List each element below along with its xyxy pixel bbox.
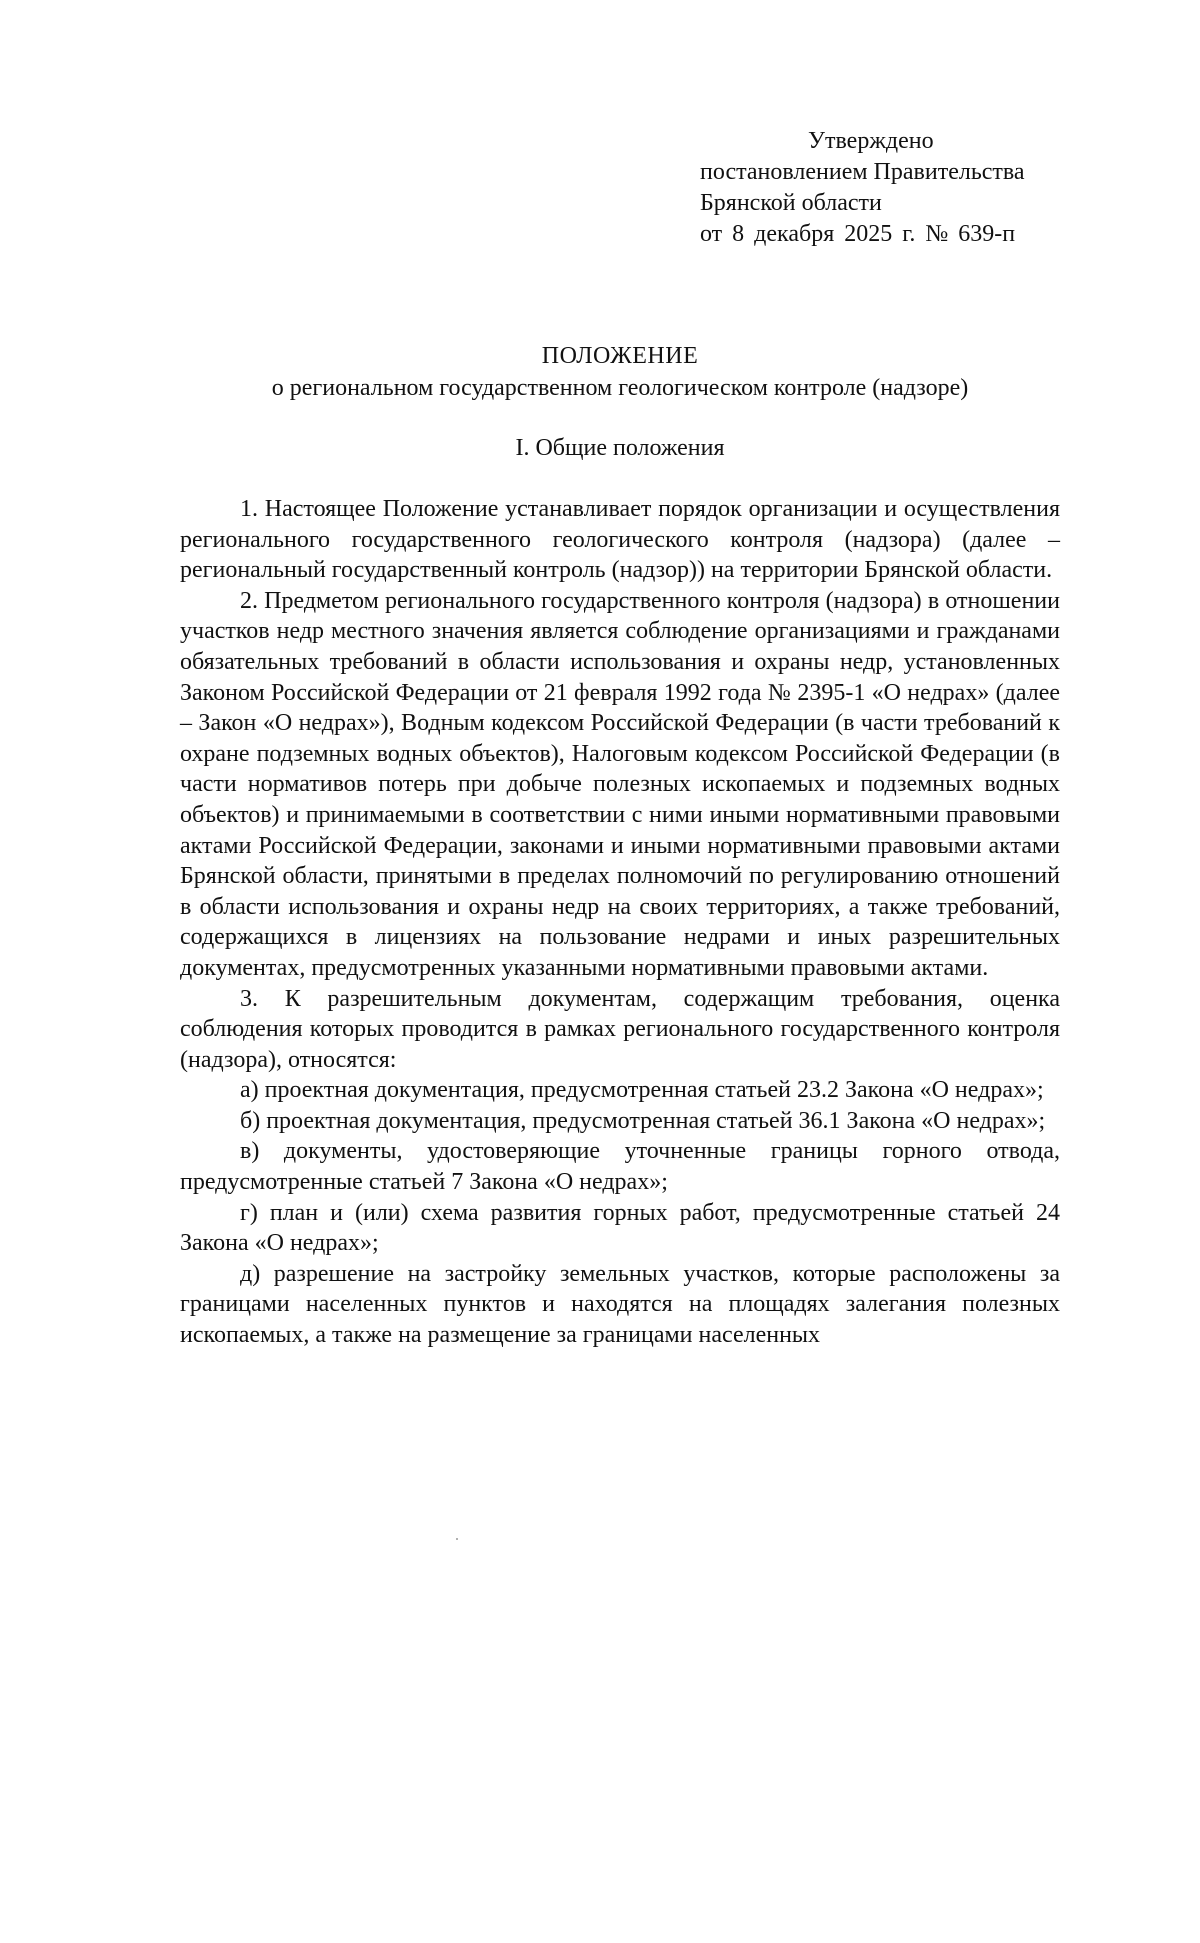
approval-line-4: от 8 декабря 2025 г. № 639-п xyxy=(700,221,1016,247)
paragraph-3: 3. К разрешительным документам, содержащим требования, оценка соблюдения которых проводится в рамках регионального государственного контроля (надзора), относятся: xyxy=(180,985,1060,1073)
title-block xyxy=(180,340,1060,404)
list-item-b: б) проектная документация, предусмотренная статьей 36.1 Закона «О недрах»; xyxy=(240,1107,1046,1134)
approval-stamp xyxy=(700,126,1025,250)
document-body xyxy=(180,494,1060,1351)
section-title: I. Общие положения xyxy=(515,435,725,461)
list-item-d: д) разрешение на застройку земельных участков, которые расположены за границами населенных пунктов и находятся на площадях залегания полезных ископаемых, а также на размещение за границами населенных xyxy=(180,1260,1060,1349)
scan-artifact-dot xyxy=(456,1538,458,1540)
approval-line-2: постановлением Правительства xyxy=(700,159,1025,185)
approval-line-1: Утверждено xyxy=(808,128,934,154)
paragraph-1: 1. Настоящее Положение устанавливает порядок организации и осуществления регионального государственного геологического контроля (надзора) (далее – региональный государственный контроль (надзор)) на территории Брянской области. xyxy=(180,496,1060,584)
list-item-a: а) проектная документация, предусмотренная статьей 23.2 Закона «О недрах»; xyxy=(240,1077,1044,1104)
list-item-g: г) план и (или) схема развития горных работ, предусмотренные статьей 24 Закона «О недрах»; xyxy=(180,1199,1060,1257)
list-item-v: в) документы, удостоверяющие уточненные границы горного отвода, предусмотренные статьей 7 Закона «О недрах»; xyxy=(180,1138,1060,1196)
document-title: ПОЛОЖЕНИЕ xyxy=(541,343,699,369)
paragraph-2: 2. Предметом регионального государственного контроля (надзора) в отношении участков недр местного значения является соблюдение организациями и гражданами обязательных требований в области использования и охраны недр, установленных Законом Российской Федерации от 21 февраля 1992 года № 2395-1 «О недрах» (далее – Закон «О недрах»), Водным кодексом Российской Федерации (в части требований к охране подземных водных объектов), Налоговым кодексом Российской Федерации (в части нормативов потерь при добыче полезных ископаемых и подземных водных объектов) и принимаемыми в соответствии с ними иными нормативными правовыми актами Российской Федерации, законами и иными нормативными правовыми актами Брянской области, принятыми в пределах полномочий по регулированию отношений в области использования и охраны недр на своих территориях, а также требований, содержащихся в лицензиях на пользование недрами и иных разрешительных документах, предусмотренных указанными нормативными правовыми актами. xyxy=(180,587,1060,981)
approval-line-3: Брянской области xyxy=(700,190,882,216)
document-subtitle: о региональном государственном геологическом контроле (надзоре) xyxy=(271,375,969,401)
